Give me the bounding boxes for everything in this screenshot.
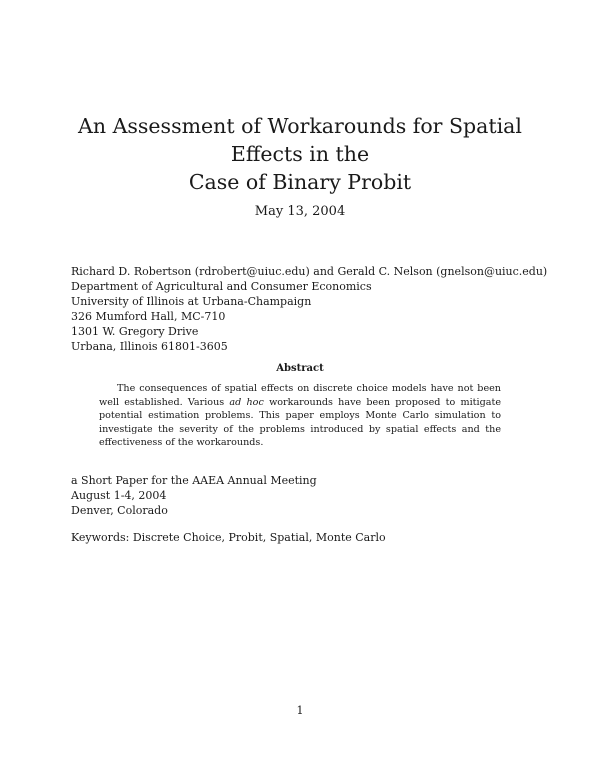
author-names: Richard D. Robertson (rdrobert@uiuc.edu) and Gerald C. Nelson (gnelson@uiuc.edu) [71,265,548,278]
keywords: Keywords: Discrete Choice, Probit, Spatial, Monte Carlo [71,531,386,544]
meeting-line-2: August 1-4, 2004 [71,489,167,502]
title-line-2: Case of Binary Probit [188,170,412,194]
abstract-text-start: The consequences of spatial effects on discrete choice models have not been well established. Various [99,383,501,408]
author-street: 1301 W. Gregory Drive [71,325,199,338]
paper-title [40,112,560,196]
paper-date: May 13, 2004 [254,204,346,219]
author-hall: 326 Mumford Hall, MC-710 [71,310,226,323]
author-department: Department of Agricultural and Consumer Economics [71,280,372,293]
author-block [71,264,548,354]
page-number: 1 [296,704,304,717]
meeting-line-1: a Short Paper for the AAEA Annual Meeting [71,474,317,487]
author-university: University of Illinois at Urbana-Champaign [71,295,312,308]
abstract-emphasis: ad hoc [229,396,264,408]
meeting-line-3: Denver, Colorado [71,504,168,517]
author-city: Urbana, Illinois 61801-3605 [71,340,228,353]
abstract-heading: Abstract [276,363,324,374]
title-line-1: An Assessment of Workarounds for Spatial Effects in the [78,114,522,166]
abstract-body [99,382,501,450]
abstract-text-end: workarounds have been proposed to mitigate potential estimation problems. This paper employs Monte Carlo simulation to investigate the severity of the problems introduced by spatial effects and the effectiveness of the workarounds. [99,396,502,448]
meeting-block [71,473,541,518]
